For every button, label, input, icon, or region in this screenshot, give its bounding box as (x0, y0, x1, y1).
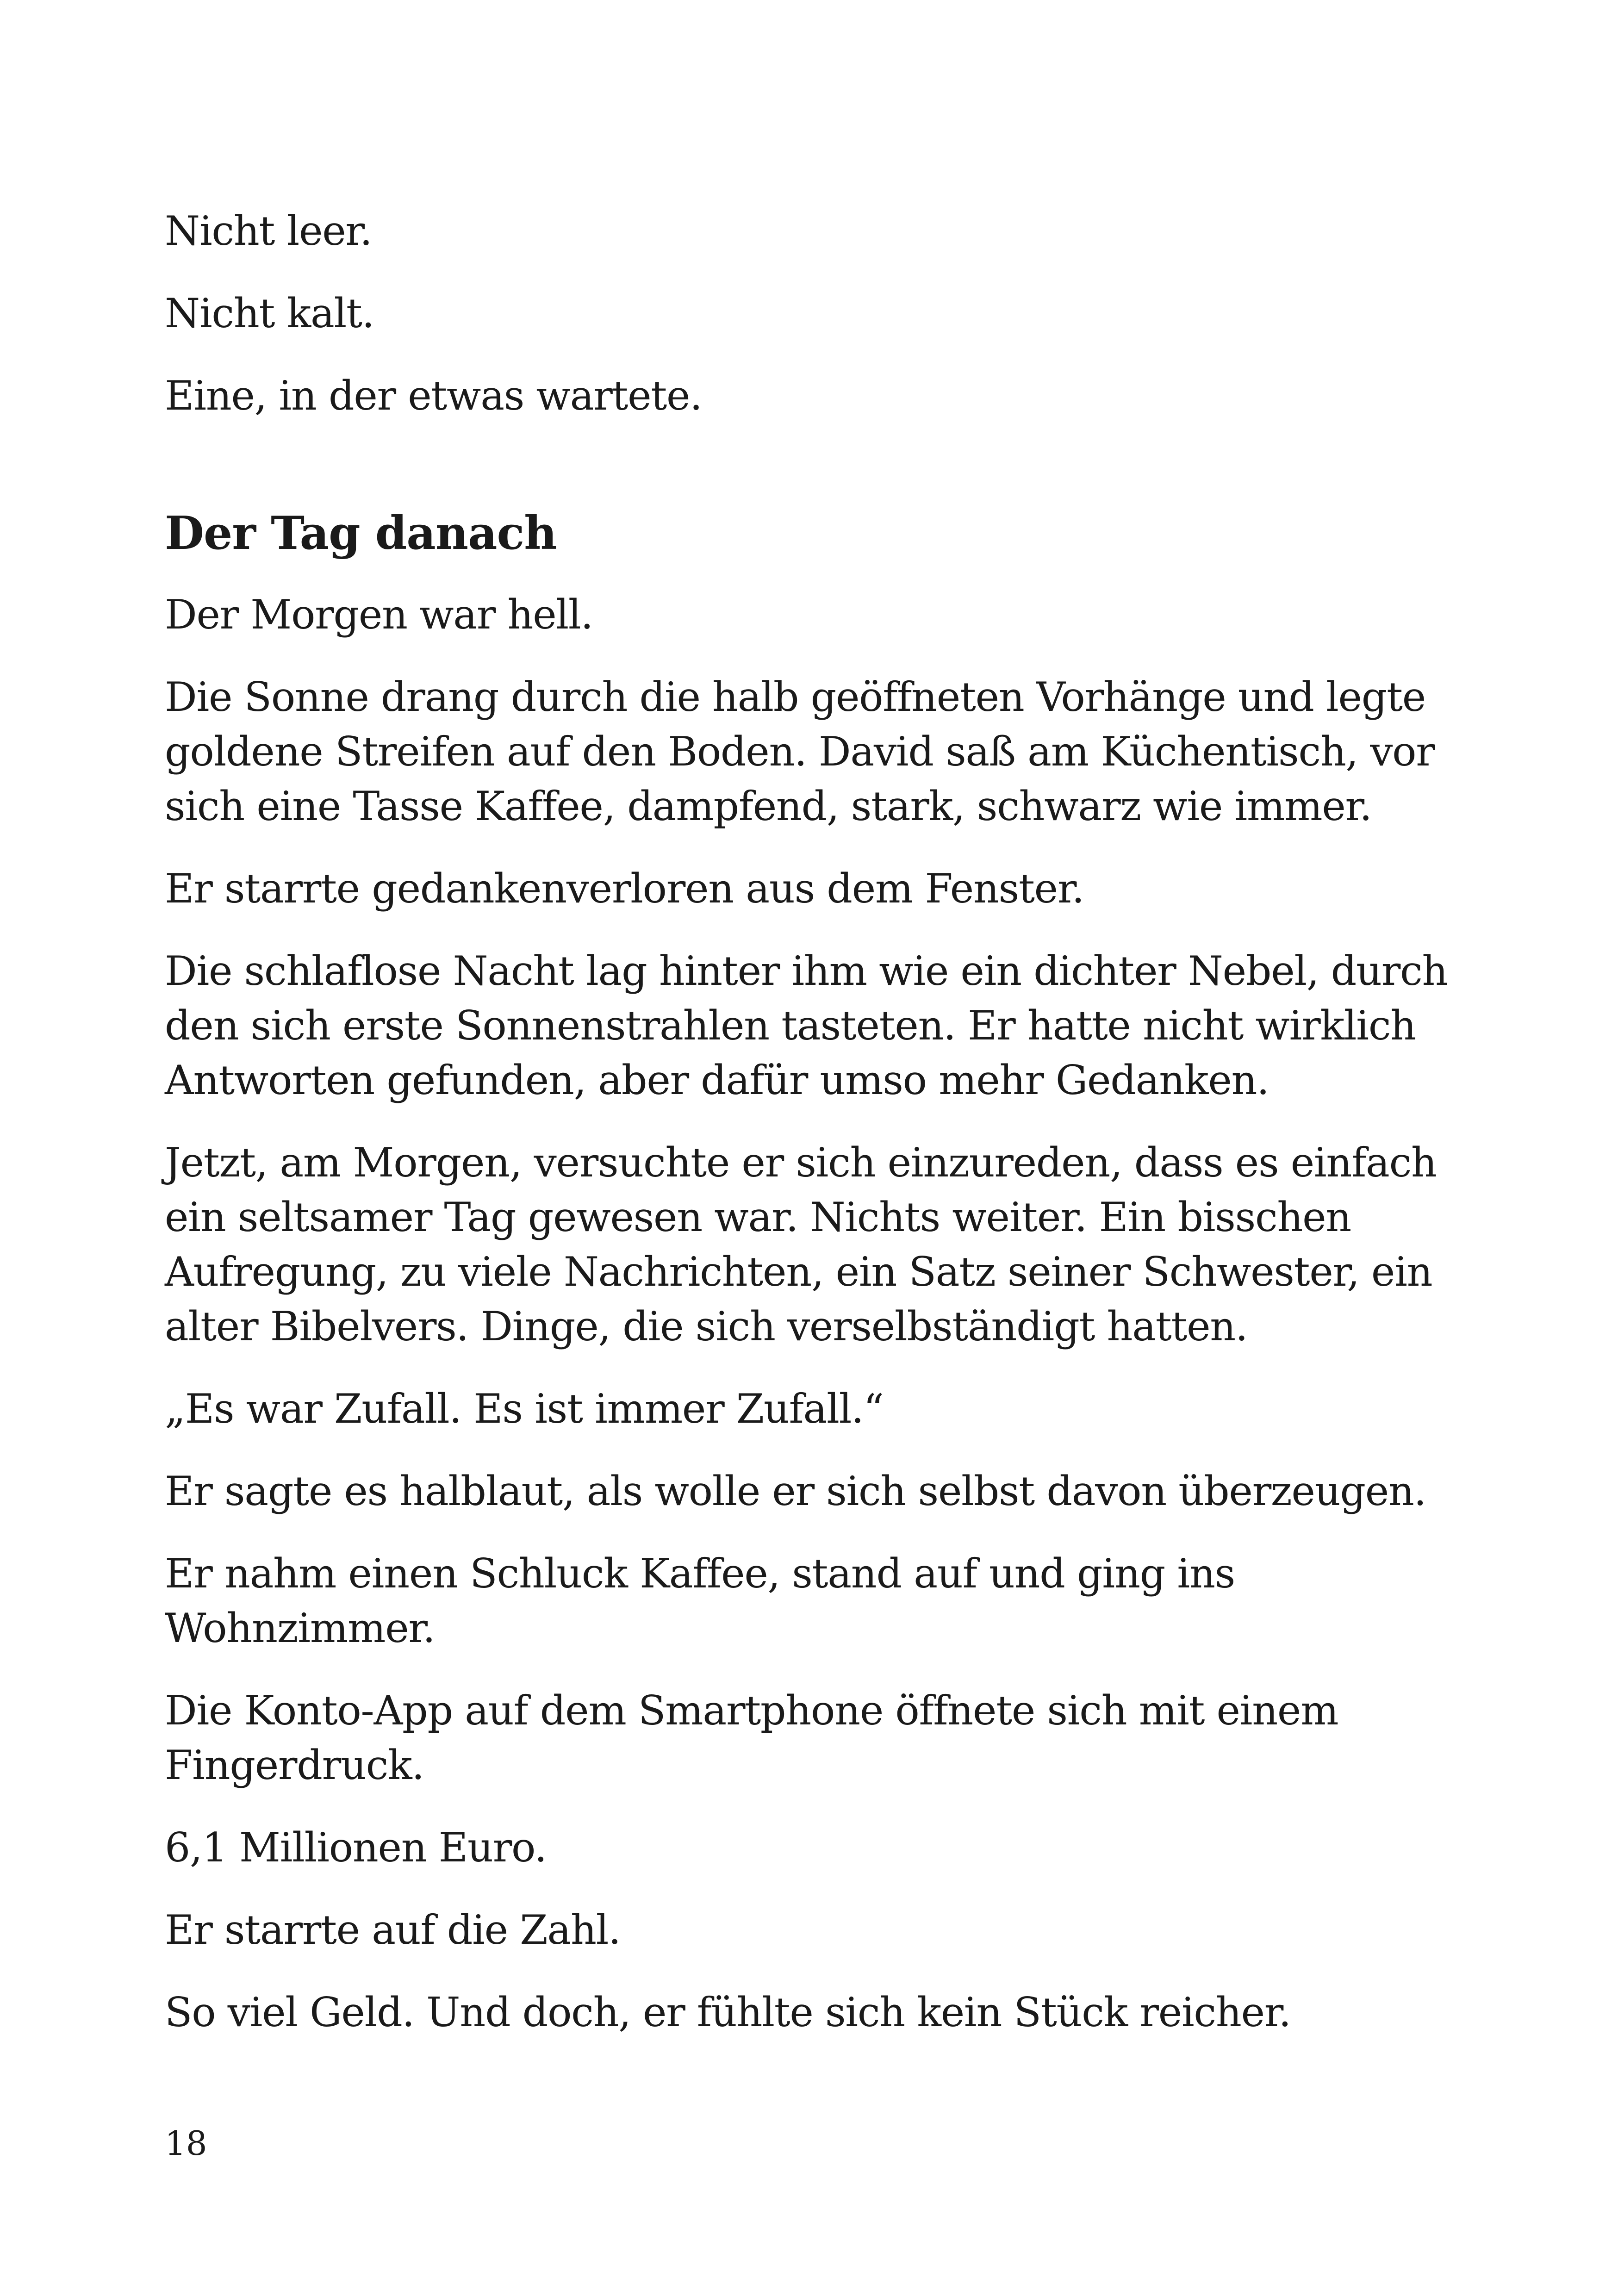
paragraph: Er nahm einen Schluck Kaffee, stand auf und ging ins Wohnzimmer. (165, 1550, 1235, 1652)
paragraph: Er sagte es halblaut, als wolle er sich selbst davon überzeugen. (165, 1468, 1426, 1515)
paragraph: 6,1 Millionen Euro. (165, 1824, 547, 1871)
paragraph: Er starrte auf die Zahl. (165, 1906, 621, 1954)
section-heading: Der Tag danach (165, 507, 557, 560)
paragraph: Die schlaflose Nacht lag hinter ihm wie ein dichter Nebel, durch den sich erste Sonnenstrahlen tasteten. Er hatte nicht wirklich Antworten gefunden, aber dafür umso mehr Gedanken. (165, 947, 1448, 1104)
paragraph: Jetzt, am Morgen, versuchte er sich einzureden, dass es einfach ein seltsamer Tag gewesen war. Nichts weiter. Ein bisschen Aufregung, zu viele Nachrichten, ein Satz seiner Schwester, ein alter Bibelvers. Dinge, die sich verselbständigt hatten. (165, 1139, 1437, 1350)
paragraph: Eine, in der etwas wartete. (165, 372, 702, 419)
paragraph: Er starrte gedankenverloren aus dem Fenster. (165, 865, 1084, 912)
paragraph: So viel Geld. Und doch, er fühlte sich kein Stück reicher. (165, 1989, 1291, 2036)
paragraph: Nicht leer. (165, 207, 372, 255)
paragraph: Nicht kalt. (165, 290, 374, 337)
paragraph: Die Sonne drang durch die halb geöffneten Vorhänge und legte goldene Streifen auf den Boden. David saß am Küchentisch, vor sich eine Tasse Kaffee, dampfend, stark, schwarz wie immer. (165, 673, 1435, 830)
page-body (165, 204, 1451, 2040)
paragraph: Der Morgen war hell. (165, 591, 593, 638)
paragraph: Die Konto-App auf dem Smartphone öffnete sich mit einem Fingerdruck. (165, 1687, 1338, 1789)
paragraph: „Es war Zufall. Es ist immer Zufall.“ (165, 1385, 884, 1432)
page-number: 18 (165, 2124, 207, 2163)
